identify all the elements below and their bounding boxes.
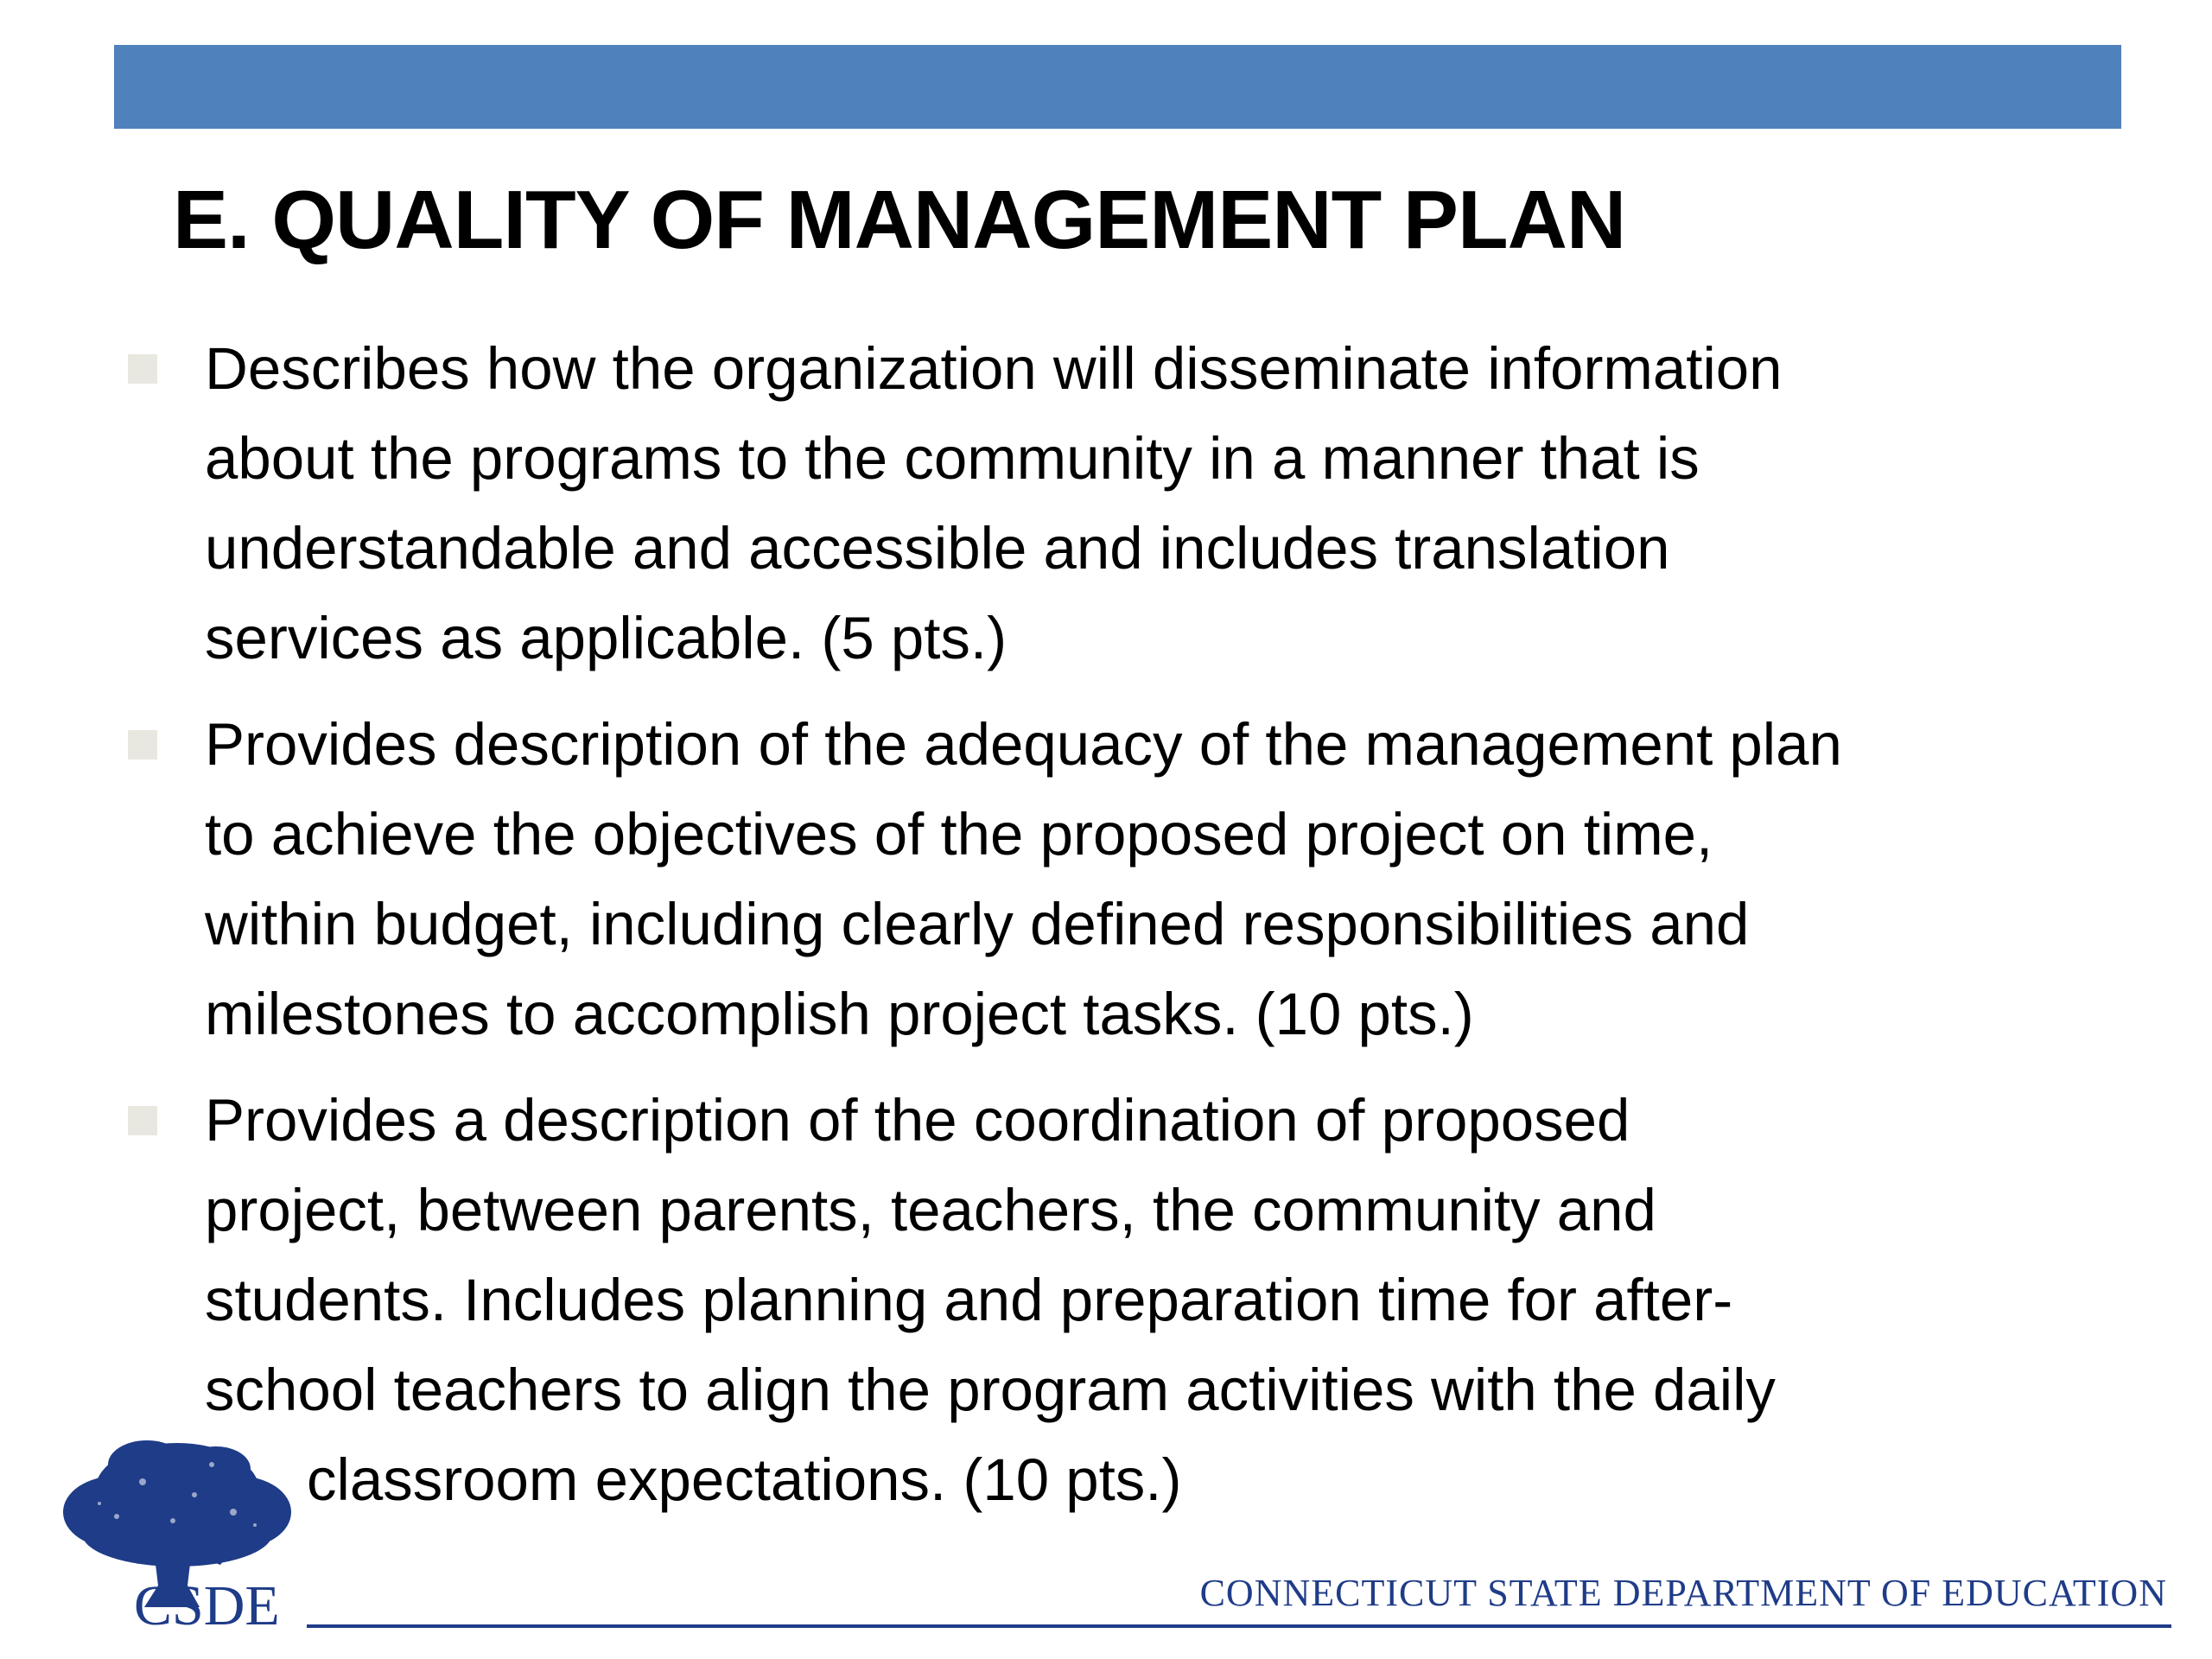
bullet-marker-1 xyxy=(128,354,157,384)
bullet-2-line-2: to achieve the objectives of the proposed project on time, xyxy=(205,801,1713,868)
bullet-marker-2 xyxy=(128,730,157,760)
header-bar xyxy=(114,45,2121,129)
bullet-2-line-1: Provides description of the adequacy of the management plan xyxy=(205,711,1842,778)
bullet-3-line-2: project, between parents, teachers, the community and xyxy=(205,1177,1656,1243)
bullet-3-line-1: Provides a description of the coordination of proposed xyxy=(205,1087,1630,1154)
csde-logo-text: CSDE xyxy=(134,1574,280,1629)
bullet-2-line-3: within budget, including clearly defined responsibilities and xyxy=(205,891,1750,957)
bullet-marker-3 xyxy=(128,1106,157,1135)
bullet-1-line-4: services as applicable. (5 pts.) xyxy=(205,605,1007,671)
bullet-1-line-1: Describes how the organization will disseminate information xyxy=(205,335,1783,402)
footer-divider xyxy=(307,1624,2171,1628)
bullet-item-1 xyxy=(205,324,2106,683)
bullet-1-line-2: about the programs to the community in a manner that is xyxy=(205,425,1700,492)
bullet-2-line-4: milestones to accomplish project tasks. (10 pts.) xyxy=(205,981,1474,1047)
bullet-3-line-3: students. Includes planning and preparation time for after- xyxy=(205,1267,1733,1333)
bullet-item-2 xyxy=(205,700,2106,1059)
slide-title: E. QUALITY OF MANAGEMENT PLAN xyxy=(173,174,1626,266)
bullet-item-3 xyxy=(205,1076,2106,1525)
bullet-3-line-5: classroom expectations. (10 pts.) xyxy=(307,1446,1182,1513)
bullet-1-line-3: understandable and accessible and includes translation xyxy=(205,515,1670,582)
bullet-3-line-4: school teachers to align the program activities with the daily xyxy=(205,1357,1776,1423)
department-name: CONNECTICUT STATE DEPARTMENT OF EDUCATION xyxy=(1199,1572,2167,1614)
csde-tree-logo xyxy=(48,1430,311,1629)
